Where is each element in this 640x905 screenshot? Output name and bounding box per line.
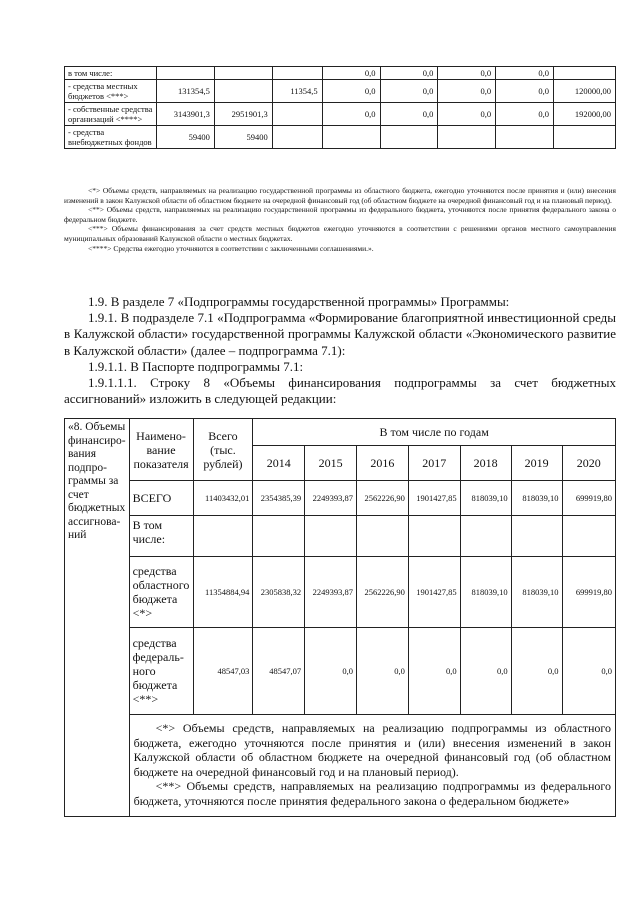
- table-row: [65, 516, 616, 557]
- footnote: <****> Средства ежегодно уточняются в соответствии с заключенными соглашениями.».: [88, 243, 374, 253]
- paragraph: 1.9.1.1.1. Строку 8 «Объемы финансирования подпрограммы за счет бюджетных ассигнований» изложить в следующей редакции:: [64, 375, 616, 407]
- table-row: ВСЕГО 11403432,01 2354385,39 2249393,87 2562226,90 1901427,85 818039,10 818039,10 699919,80: [65, 481, 616, 516]
- row-label: в том числе:: [65, 67, 157, 80]
- table-row: - собственные средства организаций <****> 3143901,3 2951901,3 0,0 0,0 0,0 0,0 192000,00: [65, 103, 616, 126]
- subprogram-funding-table: [64, 418, 616, 817]
- footnote: <**> Объемы средств, направляемых на реализацию подпрограммы из федерального бюджета, уточняются после принятия федерального закона о федеральном бюджете»: [133, 779, 611, 808]
- year-header: 2018: [460, 446, 511, 481]
- paragraph: 1.9.1.1. В Паспорте подпрограммы 7.1:: [88, 358, 304, 374]
- footnote: <*> Объемы средств, направляемых на реализацию подпрограммы из областного бюджета, ежегодно уточняются после принятия и (или) внесения изменений в закон Калужской области об областном бюджете на очередной финансовый год (об областном бюджете на очередной финансовый год и на плановый период).: [133, 721, 611, 779]
- footnote: <**> Объемы средств, направляемых на реализацию государственной программы из федерального бюджета, уточняются после принятия федерального закона о федеральном бюджете.: [64, 205, 616, 224]
- year-header: 2014: [253, 446, 305, 481]
- footnote: <***> Объемы финансирования за счет средств местных бюджетов ежегодно уточняются в соответствии с решениями органов местного самоуправления муниципальных образований Калужской области о местных бюджетах.: [64, 224, 616, 243]
- col-years-header: В том числе по годам: [253, 419, 616, 446]
- funding-table-continued: [64, 66, 616, 149]
- table-row: - средства местных бюджетов <***> 131354,5 11354,5 0,0 0,0 0,0 0,0 120000,00: [65, 80, 616, 103]
- row-label: средства областного бюджета <*>: [129, 557, 193, 628]
- col-total-header: Всего (тыс. рублей): [193, 419, 253, 481]
- table-footnotes: [129, 715, 615, 817]
- footnotes-block: [64, 186, 616, 253]
- year-header: 2020: [562, 446, 615, 481]
- table-header-row: [65, 419, 616, 446]
- paragraph: 1.9. В разделе 7 «Подпрограммы государственной программы» Программы:: [88, 294, 510, 309]
- row-label: - средства внебюджетных фондов: [65, 126, 157, 149]
- table-footnote-row: [65, 715, 616, 817]
- table-row: средства областного бюджета <*> 11354884,94 2305838,32 2249393,87 2562226,90 1901427,85 818039,10 818039,10 699919,80: [65, 557, 616, 628]
- year-header: 2017: [408, 446, 460, 481]
- year-header: 2019: [511, 446, 562, 481]
- row-title: «8. Объемы финансиро-вания подпро-граммы за счет бюджетных ассигнова-ний: [65, 419, 130, 817]
- paragraph: 1.9.1. В подразделе 7.1 «Подпрограмма «Формирование благоприятной инвестиционной среды в Калужской области» государственной программы Калужской области «Экономического развитие в Калужской области» (далее – подпрограмма 7.1):: [64, 310, 616, 358]
- row-label: - собственные средства организаций <****>: [65, 103, 157, 126]
- footnote: <*> Объемы средств, направляемых на реализацию государственной программы из областного бюджета, ежегодно уточняются после принятия и (или) внесения изменений в закон Калужской области об областном бюджете на очередной финансовый год (об областном бюджете на очередной финансовый год и на плановый период).: [64, 186, 616, 205]
- row-label: В том числе:: [129, 516, 193, 557]
- row-label: - средства местных бюджетов <***>: [65, 80, 157, 103]
- row-label: ВСЕГО: [129, 481, 193, 516]
- col-name-header: Наимено-вание показателя: [129, 419, 193, 481]
- year-header: 2015: [305, 446, 357, 481]
- table-row: - средства внебюджетных фондов 59400 59400: [65, 126, 616, 149]
- row-label: средства федераль-ного бюджета <**>: [129, 628, 193, 715]
- table-row: средства федераль-ного бюджета <**> 48547,03 48547,07 0,0 0,0 0,0 0,0 0,0 0,0: [65, 628, 616, 715]
- table-row: в том числе: 0,0 0,0 0,0 0,0: [65, 67, 616, 80]
- document-body: [64, 294, 616, 407]
- year-header: 2016: [356, 446, 408, 481]
